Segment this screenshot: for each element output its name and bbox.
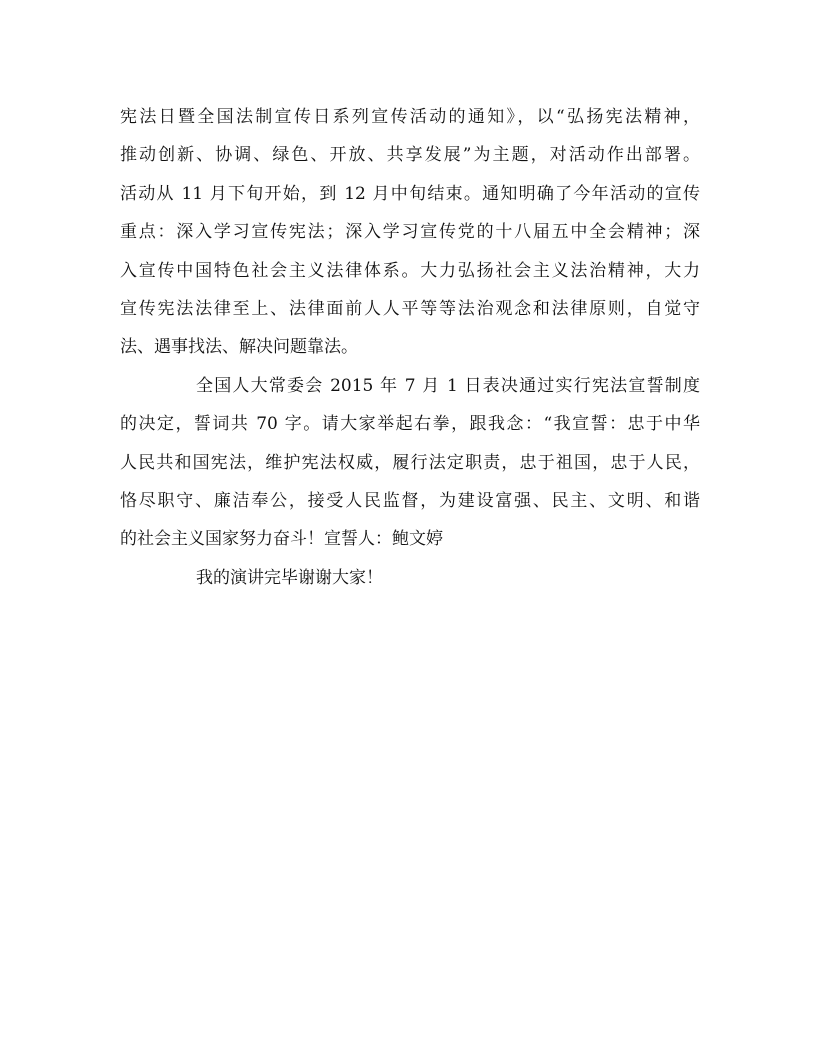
text-line: 人民共和国宪法，维护宪法权威，履行法定职责，忠于祖国，忠于人民， — [120, 452, 700, 473]
paragraph-2 — [120, 367, 700, 559]
text-line: 法、遇事找法、解决问题靠法。 — [120, 337, 358, 358]
paragraph-3 — [120, 559, 700, 597]
text-line: 活动从 11 月下旬开始，到 12 月中旬结束。通知明确了今年活动的宣传 — [120, 183, 700, 204]
text-line: 全国人大常委会 2015 年 7 月 1 日表决通过实行宪法宣誓制度 — [196, 375, 700, 396]
text-line: 我的演讲完毕谢谢大家！ — [196, 567, 383, 588]
text-line: 入宣传中国特色社会主义法律体系。大力弘扬社会主义法治精神，大力 — [120, 260, 700, 281]
text-line: 宪法日暨全国法制宣传日系列宣传活动的通知》，以“弘扬宪法精神， — [120, 107, 700, 127]
document-body — [120, 98, 700, 597]
text-line: 的社会主义国家努力奋斗！宣誓人：鲍文婷 — [120, 529, 443, 550]
text-line: 的决定，誓词共 70 字。请大家举起右拳，跟我念：“我宣誓：忠于中华 — [120, 414, 700, 435]
text-line: 宣传宪法法律至上、法律面前人人平等等法治观念和法律原则，自觉守 — [120, 298, 700, 319]
text-line: 推动创新、协调、绿色、开放、共享发展”为主题，对活动作出部署。 — [120, 145, 700, 166]
text-line: 恪尽职守、廉洁奉公，接受人民监督，为建设富强、民主、文明、和谐 — [120, 490, 700, 511]
text-line: 重点：深入学习宣传宪法；深入学习宣传党的十八届五中全会精神；深 — [120, 222, 700, 243]
paragraph-1 — [120, 98, 700, 367]
